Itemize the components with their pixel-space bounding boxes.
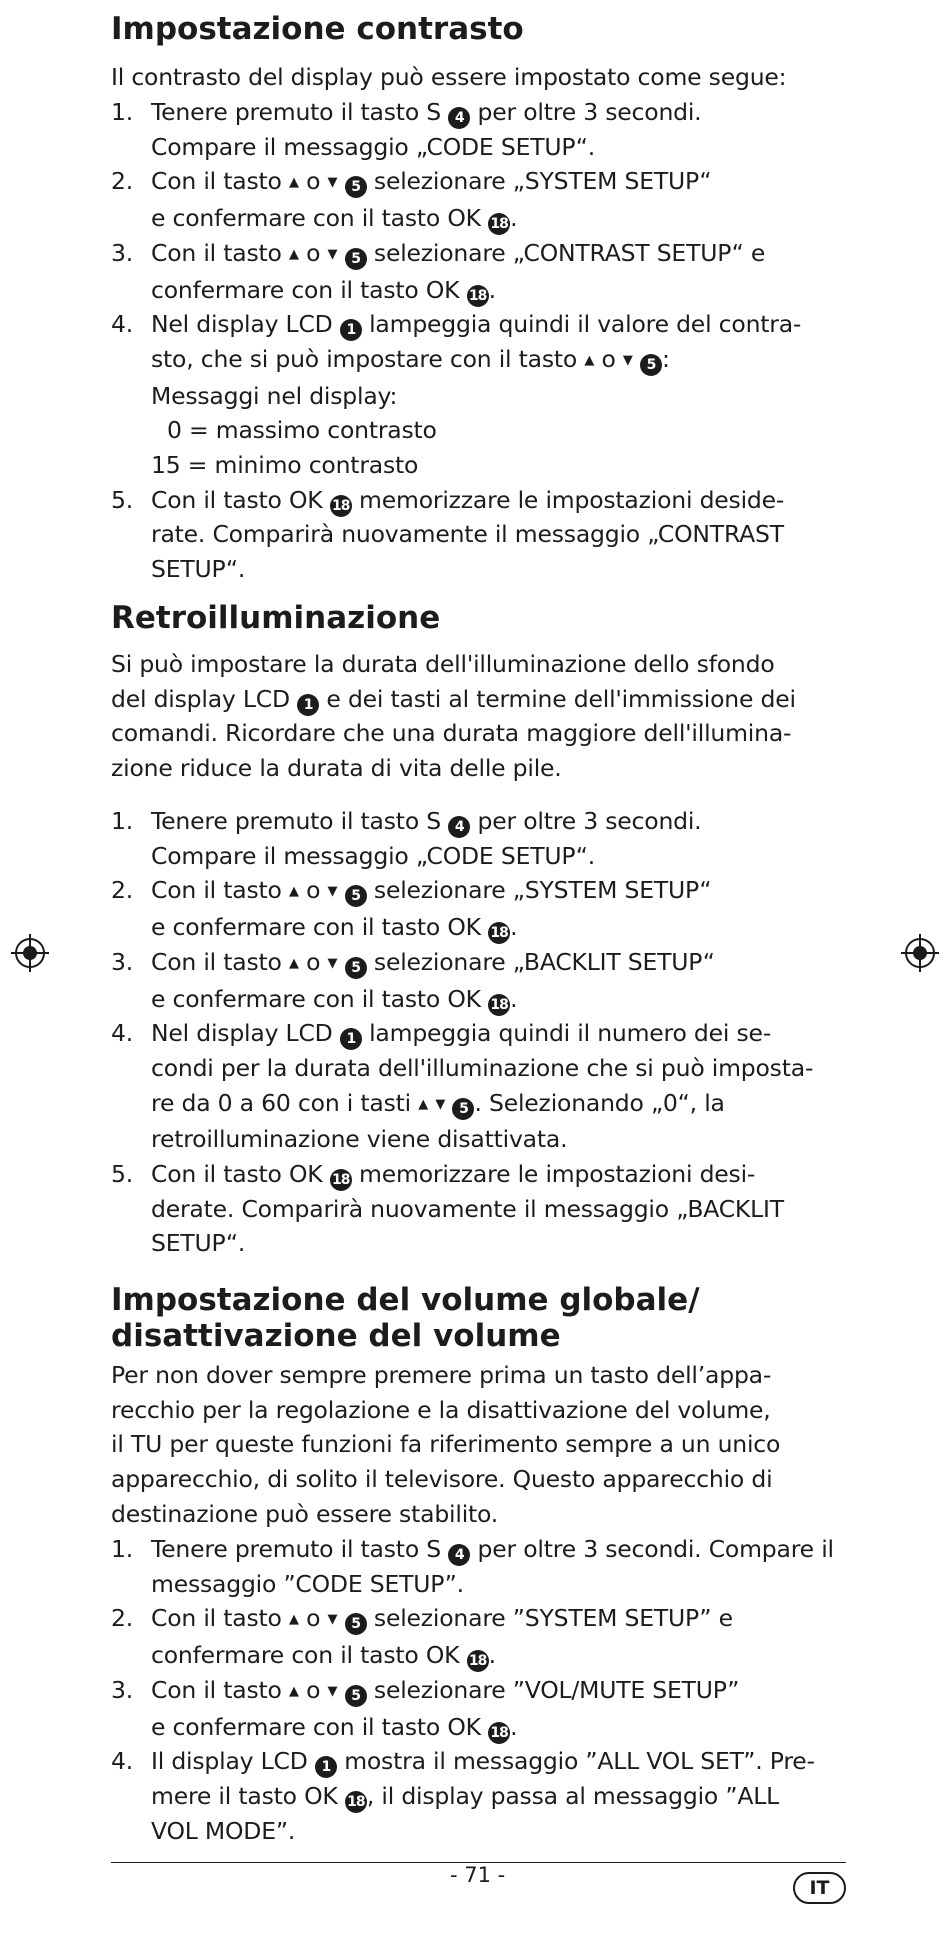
step-item — [111, 1157, 856, 1261]
reference-number-icon: 18 — [467, 285, 489, 307]
step-number: 4. — [111, 1019, 134, 1048]
step-number: 4. — [111, 1747, 134, 1776]
intro-line: del display LCD 1 e dei tasti al termine dell'immissione dei — [111, 682, 796, 717]
step-line: Tenere premuto il tasto S 4 per oltre 3 secondi. — [151, 804, 856, 839]
reference-number-icon: 18 — [345, 1791, 367, 1813]
step-line: Con il tasto ▲ o ▼ 5 selezionare „SYSTEM SETUP“ — [151, 164, 856, 201]
step-line: condi per la durata dell'illuminazione che si può imposta- — [151, 1053, 814, 1082]
reference-number-icon: 18 — [488, 213, 510, 235]
step-line: Con il tasto OK 18 memorizzare le impostazioni desi- — [151, 1157, 856, 1192]
step-line: Con il tasto ▲ o ▼ 5 selezionare „CONTRAST SETUP“ e — [151, 236, 856, 273]
step-line: SETUP“. — [151, 1229, 246, 1258]
reference-number-icon: 1 — [315, 1756, 337, 1778]
step-item — [111, 1601, 856, 1672]
section-title-volume-line-2: disattivazione del volume — [111, 1318, 561, 1354]
reference-number-icon: 5 — [345, 1685, 367, 1707]
step-item — [111, 95, 856, 164]
step-number: 2. — [111, 167, 134, 196]
step-line: mere il tasto OK 18, il display passa al messaggio ”ALL — [151, 1779, 856, 1814]
reference-number-icon: 5 — [345, 885, 367, 907]
steps-list-backlight — [111, 804, 856, 1261]
registration-mark-icon — [15, 938, 45, 968]
step-line: Con il tasto ▲ o ▼ 5 selezionare „SYSTEM SETUP“ — [151, 873, 856, 910]
step-number: 5. — [111, 1160, 134, 1189]
intro-line: recchio per la regolazione e la disattivazione del volume, — [111, 1395, 771, 1424]
language-badge: IT — [793, 1872, 846, 1904]
step-number: 4. — [111, 310, 134, 339]
arrow-down-icon: ▼ — [435, 1096, 446, 1112]
intro-line: Per non dover sempre premere prima un tasto dell’appa- — [111, 1361, 772, 1389]
intro-line: apparecchio, di solito il televisore. Questo apparecchio di — [111, 1465, 773, 1494]
step-number: 1. — [111, 1535, 134, 1563]
reference-number-icon: 5 — [345, 176, 367, 198]
step-line: sto, che si può impostare con il tasto ▲ o ▼ 5 : — [151, 342, 856, 379]
step-item — [111, 804, 856, 873]
arrow-down-icon: ▼ — [327, 246, 338, 262]
arrow-down-icon: ▼ — [327, 955, 338, 971]
step-line: Con il tasto ▲ o ▼ 5 selezionare ”VOL/MUTE SETUP” — [151, 1673, 856, 1710]
arrow-up-icon: ▲ — [584, 352, 595, 368]
arrow-up-icon: ▲ — [289, 246, 299, 262]
arrow-up-icon: ▲ — [289, 955, 299, 971]
arrow-down-icon: ▼ — [327, 1683, 338, 1699]
arrow-up-icon: ▲ — [289, 1683, 299, 1699]
step-line: Tenere premuto il tasto S 4 per oltre 3 secondi. — [151, 95, 856, 130]
step-line: VOL MODE”. — [151, 1816, 296, 1845]
section-intro-contrast: Il contrasto del display può essere impostato come segue: — [111, 63, 787, 91]
arrow-up-icon: ▲ — [289, 175, 299, 191]
reference-number-icon: 18 — [488, 922, 510, 944]
reference-number-icon: 18 — [488, 1722, 510, 1744]
step-line: e confermare con il tasto OK 18. — [151, 982, 856, 1017]
reference-number-icon: 4 — [448, 107, 470, 129]
step-line: SETUP“. — [151, 555, 246, 584]
step-line: Messaggi nel display: — [151, 381, 398, 410]
step-number: 1. — [111, 807, 134, 835]
arrow-up-icon: ▲ — [418, 1096, 429, 1112]
step-number: 1. — [111, 98, 134, 126]
step-line: Tenere premuto il tasto S 4 per oltre 3 secondi. Compare il — [151, 1532, 856, 1567]
arrow-down-icon: ▼ — [622, 352, 633, 368]
step-number: 2. — [111, 876, 134, 905]
step-line: Il display LCD 1 mostra il messaggio ”ALL VOL SET”. Pre- — [151, 1744, 856, 1779]
reference-number-icon: 1 — [297, 694, 319, 716]
step-line: confermare con il tasto OK 18. — [151, 273, 856, 308]
arrow-down-icon: ▼ — [327, 1612, 338, 1628]
reference-number-icon: 5 — [640, 354, 662, 376]
steps-list-volume — [111, 1532, 856, 1848]
reference-number-icon: 18 — [488, 994, 510, 1016]
step-line: 15 = minimo contrasto — [151, 451, 419, 480]
arrow-down-icon: ▼ — [327, 175, 338, 191]
intro-line: comandi. Ricordare che una durata maggiore dell'illumina- — [111, 719, 792, 748]
step-line: e confermare con il tasto OK 18. — [151, 910, 856, 945]
step-line: e confermare con il tasto OK 18. — [151, 1710, 856, 1745]
step-number: 3. — [111, 238, 134, 267]
step-item — [111, 1016, 856, 1157]
section-intro-volume — [111, 1358, 780, 1532]
step-line: retroilluminazione viene disattivata. — [151, 1125, 568, 1154]
reference-number-icon: 5 — [345, 957, 367, 979]
step-line: Con il tasto OK 18 memorizzare le impostazioni deside- — [151, 483, 856, 518]
steps-list-contrast — [111, 95, 856, 587]
registration-mark-icon — [905, 938, 935, 968]
intro-line: Si può impostare la durata dell'illuminazione dello sfondo — [111, 650, 775, 678]
step-line: rate. Comparirà nuovamente il messaggio „CONTRAST — [151, 520, 784, 549]
reference-number-icon: 18 — [467, 1650, 489, 1672]
step-item — [111, 1744, 856, 1848]
step-line: Con il tasto ▲ o ▼ 5 selezionare ”SYSTEM SETUP” e — [151, 1601, 856, 1638]
step-line: Compare il messaggio „CODE SETUP“. — [151, 841, 596, 870]
reference-number-icon: 18 — [330, 495, 352, 517]
step-line: Nel display LCD 1 lampeggia quindi il valore del contra- — [151, 307, 856, 342]
step-item — [111, 307, 856, 483]
step-number: 5. — [111, 485, 134, 514]
reference-number-icon: 5 — [345, 248, 367, 270]
step-item — [111, 236, 856, 307]
step-item — [111, 1532, 856, 1601]
step-line: messaggio ”CODE SETUP”. — [151, 1569, 464, 1598]
reference-number-icon: 4 — [448, 816, 470, 838]
arrow-down-icon: ▼ — [327, 884, 338, 900]
reference-number-icon: 4 — [448, 1544, 470, 1566]
section-intro-backlight — [111, 647, 796, 786]
section-title-contrast: Impostazione contrasto — [111, 11, 524, 47]
step-line: e confermare con il tasto OK 18. — [151, 201, 856, 236]
arrow-up-icon: ▲ — [289, 1612, 299, 1628]
step-item — [111, 1673, 856, 1744]
step-line: re da 0 a 60 con i tasti ▲ ▼ 5 . Selezionando „0“, la — [151, 1086, 856, 1123]
step-line: Compare il messaggio „CODE SETUP“. — [151, 132, 596, 161]
step-item — [111, 483, 856, 587]
reference-number-icon: 5 — [452, 1098, 474, 1120]
step-number: 3. — [111, 1675, 134, 1704]
section-title-volume — [111, 1282, 700, 1354]
section-title-volume-line-1: Impostazione del volume globale/ — [111, 1282, 700, 1318]
step-item — [111, 164, 856, 235]
intro-line: destinazione può essere stabilito. — [111, 1499, 499, 1528]
reference-number-icon: 1 — [340, 1028, 362, 1050]
reference-number-icon: 18 — [330, 1169, 352, 1191]
reference-number-icon: 1 — [340, 319, 362, 341]
step-number: 3. — [111, 947, 134, 976]
intro-line: il TU per queste funzioni fa riferimento sempre a un unico — [111, 1430, 781, 1459]
step-line: confermare con il tasto OK 18. — [151, 1638, 856, 1673]
step-line: Nel display LCD 1 lampeggia quindi il numero dei se- — [151, 1016, 856, 1051]
step-number: 2. — [111, 1604, 134, 1633]
arrow-up-icon: ▲ — [289, 884, 299, 900]
section-title-backlight: Retroilluminazione — [111, 600, 441, 636]
step-line: Con il tasto ▲ o ▼ 5 selezionare „BACKLIT SETUP“ — [151, 945, 856, 982]
step-item — [111, 945, 856, 1016]
intro-line: zione riduce la durata di vita delle pile. — [111, 754, 562, 783]
step-line: derate. Comparirà nuovamente il messaggio „BACKLIT — [151, 1194, 784, 1223]
reference-number-icon: 5 — [345, 1613, 367, 1635]
page-number: - 71 - — [450, 1863, 506, 1887]
step-line: 0 = massimo contrasto — [167, 416, 437, 445]
step-item — [111, 873, 856, 944]
